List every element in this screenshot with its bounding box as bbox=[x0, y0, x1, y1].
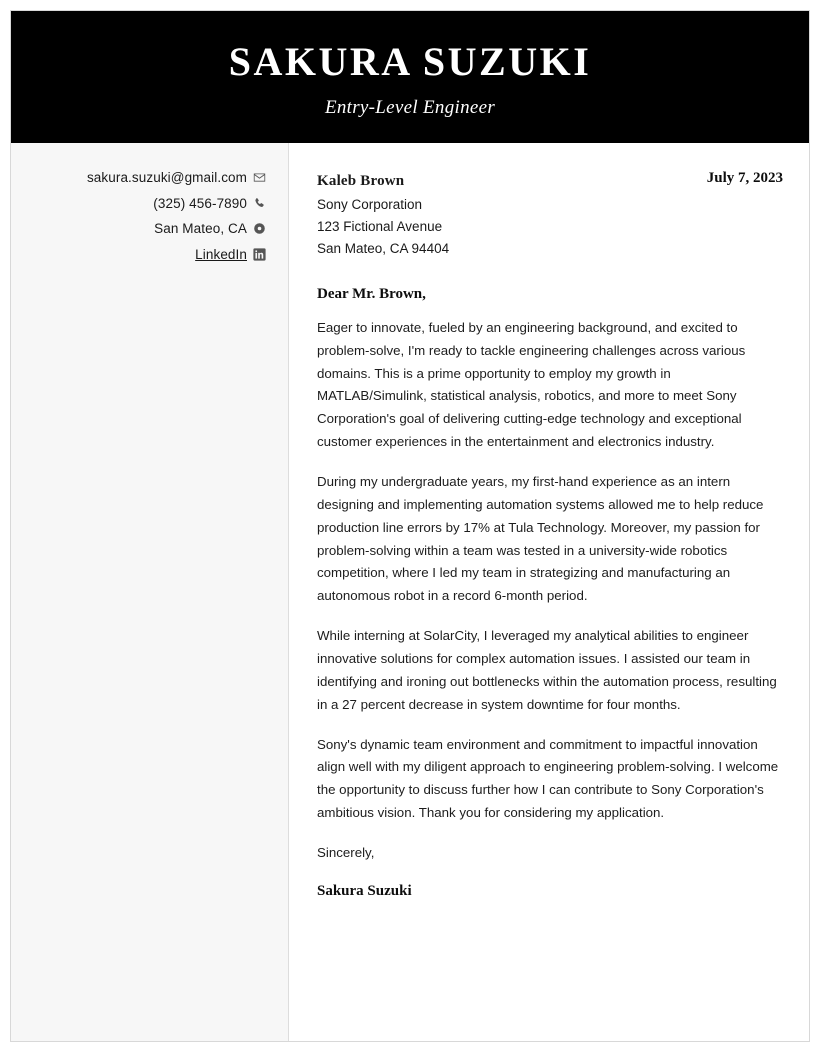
contact-email-text: sakura.suzuki@gmail.com bbox=[86, 170, 247, 185]
applicant-job-title: Entry-Level Engineer bbox=[324, 97, 496, 118]
location-pin-icon bbox=[253, 222, 266, 235]
recipient-city: San Mateo, CA 94404 bbox=[317, 241, 450, 257]
letter-salutation: Dear Mr. Brown, bbox=[317, 285, 426, 302]
contact-list bbox=[25, 171, 266, 261]
contact-linkedin[interactable] bbox=[25, 248, 266, 262]
recipient-company: Sony Corporation bbox=[317, 197, 423, 213]
letter-paragraph: During my undergraduate years, my first-hand experience as an intern designing and implementing automation systems allowed me to help reduce production line errors by 17% at Tula Technology. Moreover, my passion for problem-solving within a team was tested in a university-wide robotics competition, where I led my team in strategizing and manufacturing an autonomous robot in a record 6-month period. bbox=[317, 474, 764, 604]
document-body bbox=[11, 143, 809, 1041]
contact-phone bbox=[25, 197, 266, 211]
contact-location bbox=[25, 222, 266, 236]
contact-linkedin-text[interactable]: LinkedIn bbox=[195, 246, 247, 262]
recipient-name: Kaleb Brown bbox=[317, 173, 405, 189]
contact-phone-text: (325) 456-7890 bbox=[153, 195, 247, 211]
linkedin-icon[interactable] bbox=[253, 248, 266, 261]
recipient-row bbox=[317, 169, 783, 260]
contact-sidebar bbox=[11, 143, 289, 1041]
cover-letter-document bbox=[10, 10, 810, 1042]
document-header bbox=[11, 11, 809, 143]
letter-closing: Sincerely, bbox=[317, 845, 375, 861]
letter-paragraph: While interning at SolarCity, I leveraged my analytical abilities to engineer innovative solutions for complex automation issues. I assisted our team in identifying and ironing out bottlenecks within the automation process, resulting in a 27 percent decrease in system downtime for four months. bbox=[317, 628, 777, 712]
phone-icon bbox=[253, 197, 266, 210]
recipient-address bbox=[317, 169, 449, 260]
recipient-street: 123 Fictional Avenue bbox=[317, 219, 443, 235]
letter-paragraph: Eager to innovate, fueled by an engineering background, and excited to problem-solve, I'm ready to tackle engineering challenges across various domains. This is a prime opportunity to employ my growth in MATLAB/Simulink, statistical analysis, robotics, and more to meet Sony Corporation's goal of delivering cutting-edge technology and exceptional customer experiences in the entertainment and electronics industry. bbox=[317, 319, 746, 450]
letter-main bbox=[289, 143, 809, 1041]
contact-location-text: San Mateo, CA bbox=[154, 221, 247, 236]
letter-signature: Sakura Suzuki bbox=[317, 882, 412, 899]
applicant-name: SAKURA SUZUKI bbox=[228, 39, 592, 84]
envelope-icon bbox=[253, 171, 266, 184]
letter-paragraph: Sony's dynamic team environment and commitment to impactful innovation align well with my diligent approach to engineering problem-solving. I welcome the opportunity to discuss further how I can contribute to Sony Corporation's ambitious vision. Thank you for considering my application. bbox=[317, 736, 779, 821]
letter-date: July 7, 2023 bbox=[706, 170, 783, 186]
contact-email bbox=[25, 171, 266, 185]
